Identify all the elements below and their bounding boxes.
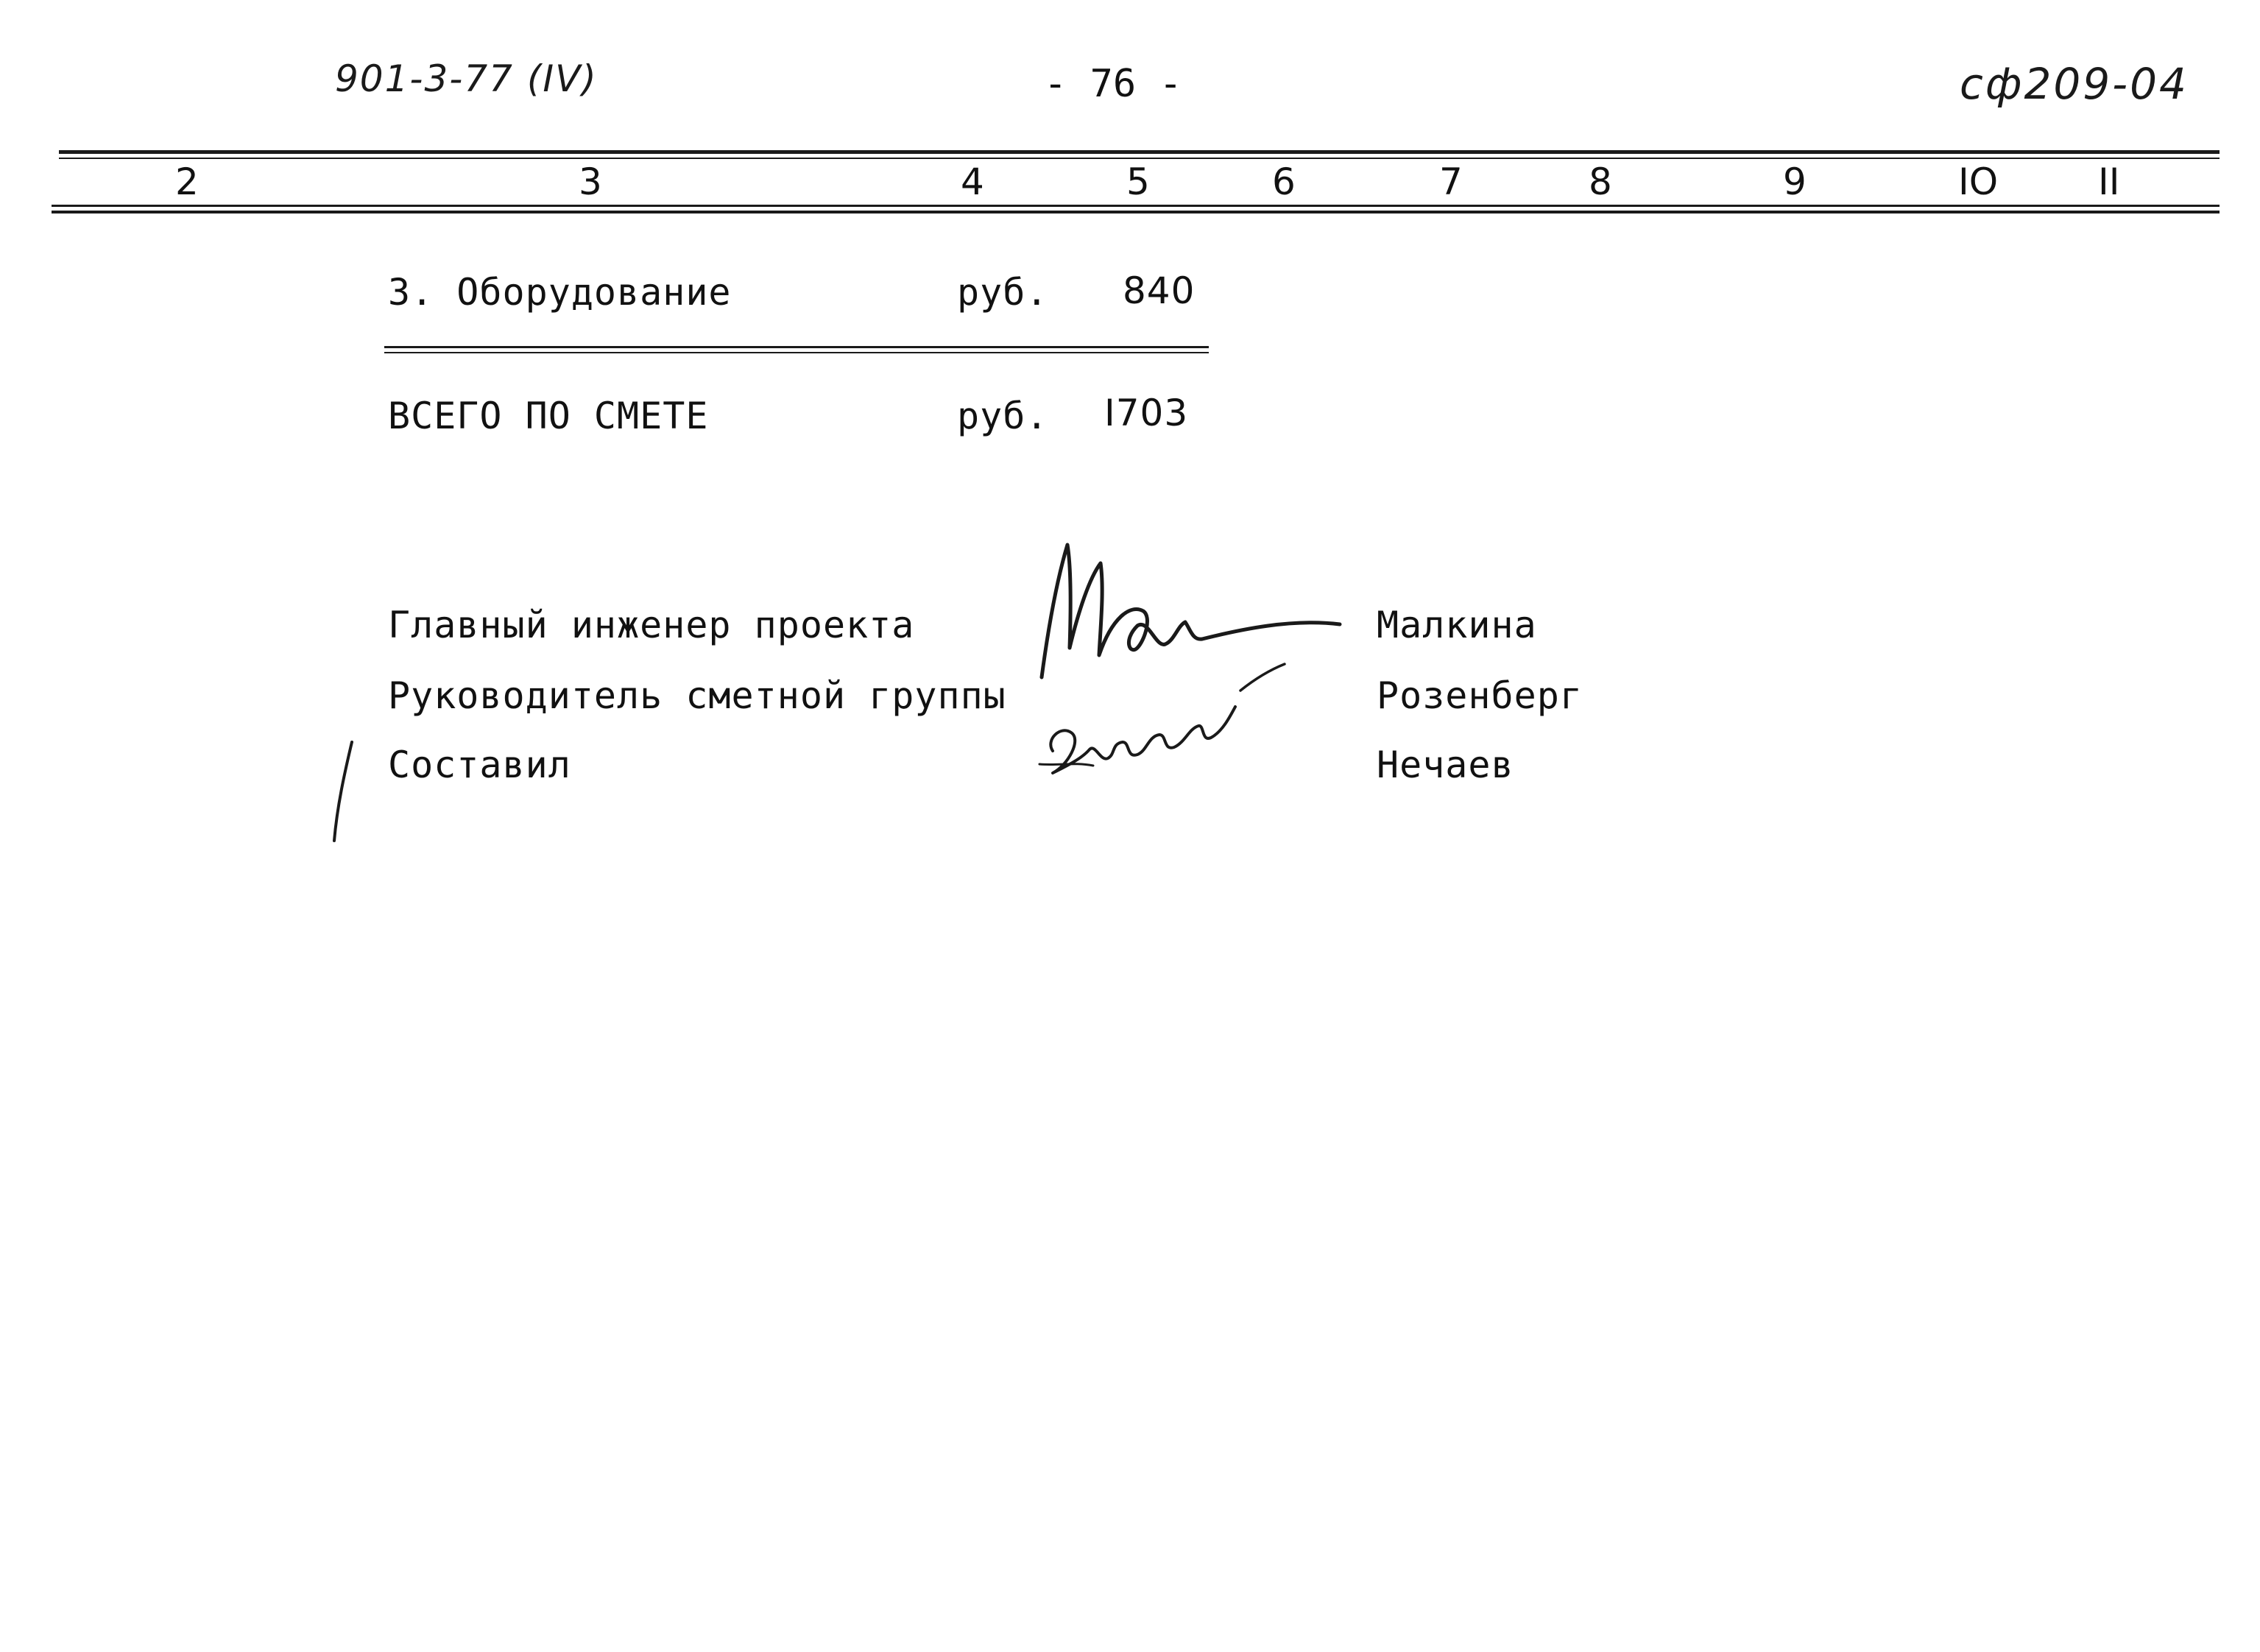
total-divider-rule [384, 346, 1209, 348]
total-label: ВСЕГО ПО СМЕТЕ [388, 395, 709, 437]
signatory-role: Главный инженер проекта [388, 604, 915, 646]
column-number: 5 [1126, 160, 1150, 203]
table-header-top-rule-thin [59, 158, 2220, 159]
table-header-bottom-rule [52, 205, 2220, 207]
document-code: 901-3-77 (IV) [335, 57, 598, 100]
handwritten-signature [1031, 655, 1296, 802]
signatory-role: Составил [388, 744, 571, 786]
column-number: 6 [1272, 160, 1296, 203]
column-number: 9 [1783, 160, 1807, 203]
page-number: - 76 - [1044, 62, 1182, 106]
total-value: I703 [1104, 392, 1189, 434]
signatory-name: Розенберг [1377, 674, 1583, 717]
row-unit: руб. [957, 271, 1049, 314]
column-number: 3 [579, 160, 602, 203]
column-number: 7 [1439, 160, 1463, 203]
sheet-code: сф209-04 [1960, 59, 2189, 109]
column-number: IO [1958, 160, 1999, 203]
total-unit: руб. [957, 395, 1049, 437]
column-number: 4 [961, 160, 984, 203]
margin-mark [324, 736, 361, 847]
row-value: 840 [1123, 269, 1196, 312]
table-header-top-rule [59, 150, 2220, 154]
total-divider-rule-thin [384, 352, 1209, 353]
row-label: 3. Оборудование [388, 271, 732, 314]
signatory-role: Руководитель сметной группы [388, 674, 1006, 717]
column-number: 8 [1589, 160, 1612, 203]
table-header-bottom-rule-thick [52, 211, 2220, 213]
column-number: 2 [175, 160, 199, 203]
column-number: II [2098, 160, 2120, 203]
signatory-name: Нечаев [1377, 744, 1514, 786]
signatory-name: Малкина [1377, 604, 1537, 646]
